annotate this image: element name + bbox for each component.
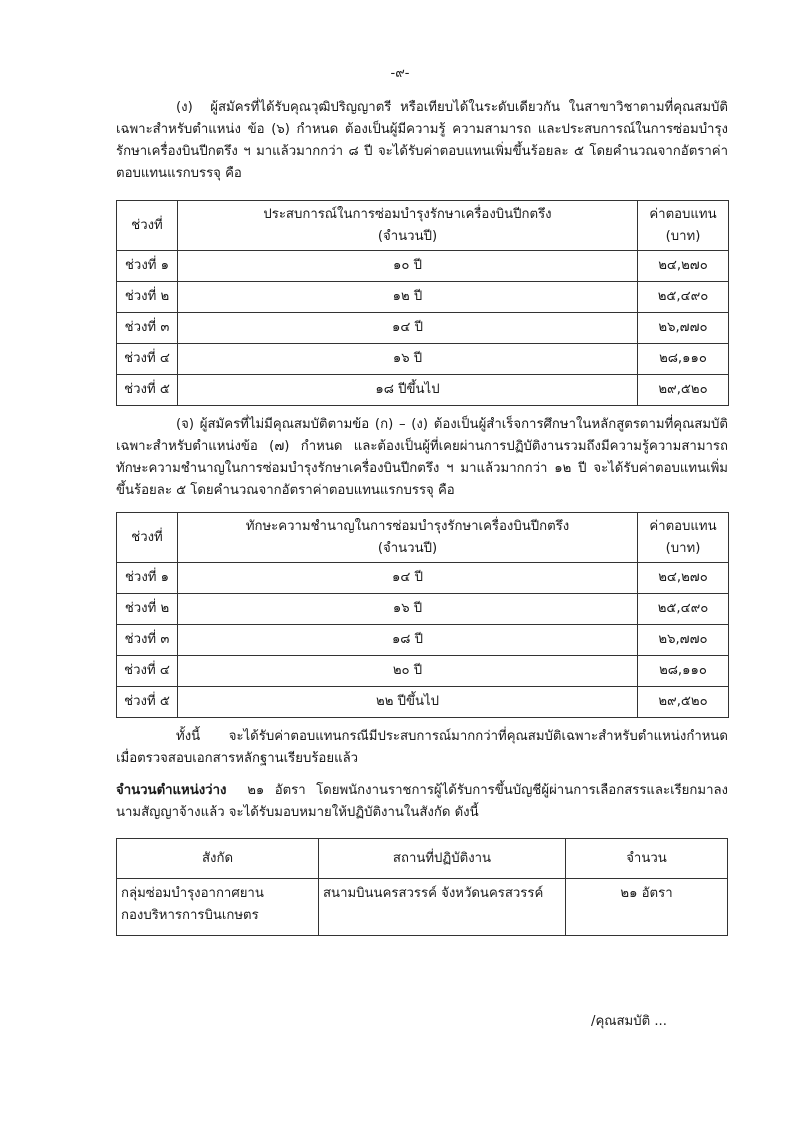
cell-years: ๒๐ ปี bbox=[178, 656, 638, 687]
cell-pay: ๒๕,๔๙๐ bbox=[638, 282, 729, 313]
table-row bbox=[117, 687, 729, 718]
header-period: ช่วงที่ bbox=[117, 201, 178, 251]
cell-pay: ๒๖,๗๗๐ bbox=[638, 625, 729, 656]
cell-period: ช่วงที่ ๒ bbox=[117, 594, 178, 625]
section-d-label: (ง) bbox=[176, 100, 193, 115]
section-d-text: ผู้สมัครที่ได้รับคุณวุฒิปริญญาตรี หรือเทียบได้ในระดับเดียวกัน ในสาขาวิชาตามที่คุณสมบัติเฉพาะสำหรับตำแหน่ง ข้อ (๖) กำหนด ต้องเป็นผู้มีความรู้ ความสามารถ และประสบการณ์ในการซ่อมบำรุงรักษาเครื่องบินปีกตรึง ฯ มาแล้วมากกว่า ๘ ปี จะได้รับค่าตอบแทนเพิ่มขึ้นร้อยละ ๕ โดยคำนวณจากอัตราค่าตอบแทนแรกบรรจุ คือ bbox=[116, 100, 728, 181]
cell-pay: ๒๔,๒๗๐ bbox=[638, 563, 729, 594]
cell-pay: ๒๖,๗๗๐ bbox=[638, 313, 729, 344]
cell-period: ช่วงที่ ๑ bbox=[117, 251, 178, 282]
assignment-table bbox=[116, 838, 728, 936]
experience-pay-table bbox=[116, 200, 729, 406]
table-row bbox=[117, 251, 729, 282]
table-row bbox=[117, 594, 729, 625]
table-row bbox=[117, 563, 729, 594]
cell-location: สนามบินนครสวรรค์ จังหวัดนครสวรรค์ bbox=[319, 879, 566, 936]
cell-pay: ๒๙,๕๒๐ bbox=[638, 687, 729, 718]
table-header-row bbox=[117, 513, 729, 563]
cell-pay: ๒๔,๒๗๐ bbox=[638, 251, 729, 282]
cell-pay: ๒๘,๑๑๐ bbox=[638, 656, 729, 687]
cell-unit: กลุ่มซ่อมบำรุงอากาศยาน กองบริหารการบินเกษตร bbox=[117, 879, 319, 936]
table-header-row bbox=[117, 201, 729, 251]
cell-period: ช่วงที่ ๔ bbox=[117, 344, 178, 375]
vacancy-text: โดยพนักงานราชการผู้ได้รับการขึ้นบัญชีผู้ผ่านการเลือกสรรและเรียกมาลงนามสัญญาจ้างแล้ว จะได้รับมอบหมายให้ปฏิบัติงานในสังกัด ดังนี้ bbox=[116, 783, 728, 820]
cell-years: ๑๔ ปี bbox=[178, 313, 638, 344]
table-row bbox=[117, 375, 729, 406]
cell-pay: ๒๕,๔๙๐ bbox=[638, 594, 729, 625]
cell-years: ๑๘ ปีขึ้นไป bbox=[178, 375, 638, 406]
header-location: สถานที่ปฏิบัติงาน bbox=[319, 839, 566, 879]
cell-period: ช่วงที่ ๒ bbox=[117, 282, 178, 313]
header-experience: ประสบการณ์ในการซ่อมบำรุงรักษาเครื่องบินปีกตรึง (จำนวนปี) bbox=[178, 201, 638, 251]
table-row bbox=[117, 313, 729, 344]
cell-period: ช่วงที่ ๑ bbox=[117, 563, 178, 594]
note-paragraph bbox=[116, 726, 728, 770]
section-e-label: (จ) bbox=[176, 417, 195, 432]
cell-amount: ๒๑ อัตรา bbox=[566, 879, 728, 936]
table-header-row bbox=[117, 839, 728, 879]
header-pay: ค่าตอบแทน (บาท) bbox=[638, 513, 729, 563]
cell-pay: ๒๙,๕๒๐ bbox=[638, 375, 729, 406]
header-skill: ทักษะความชำนาญในการซ่อมบำรุงรักษาเครื่องบินปีกตรึง (จำนวนปี) bbox=[178, 513, 638, 563]
header-amount: จำนวน bbox=[566, 839, 728, 879]
table-row bbox=[117, 344, 729, 375]
cell-period: ช่วงที่ ๕ bbox=[117, 375, 178, 406]
section-d-paragraph bbox=[116, 97, 728, 185]
cell-years: ๒๒ ปีขึ้นไป bbox=[178, 687, 638, 718]
cell-years: ๑๘ ปี bbox=[178, 625, 638, 656]
cell-period: ช่วงที่ ๕ bbox=[117, 687, 178, 718]
section-e-text: ผู้สมัครที่ไม่มีคุณสมบัติตามข้อ (ก) – (ง) ต้องเป็นผู้สำเร็จการศึกษาในหลักสูตรตามที่คุณสมบัติเฉพาะสำหรับตำแหน่งข้อ (๗) กำหนด และต้องเป็นผู้ที่เคยผ่านการปฏิบัติงานรวมถึงมีความรู้ความสามารถ ทักษะความชำนาญในการซ่อมบำรุงรักษาเครื่องบินปีกตรึง ฯ มาแล้วมากกว่า ๑๒ ปี จะได้รับค่าตอบแทนเพิ่มขึ้นร้อยละ ๕ โดยคำนวณจากอัตราค่าตอบแทนแรกบรรจุ คือ bbox=[116, 417, 728, 498]
cell-years: ๑๒ ปี bbox=[178, 282, 638, 313]
note-text: ทั้งนี้ จะได้รับค่าตอบแทนกรณีมีประสบการณ์มากกว่าที่คุณสมบัติเฉพาะสำหรับตำแหน่งกำหนด เมื่อตรวจสอบเอกสารหลักฐานเรียบร้อยแล้ว bbox=[116, 729, 728, 766]
section-e-paragraph bbox=[116, 414, 728, 502]
page-number: -๙- bbox=[390, 66, 410, 81]
cell-years: ๑๖ ปี bbox=[178, 594, 638, 625]
cell-period: ช่วงที่ ๓ bbox=[117, 625, 178, 656]
header-pay: ค่าตอบแทน (บาท) bbox=[638, 201, 729, 251]
cell-period: ช่วงที่ ๓ bbox=[117, 313, 178, 344]
continuation-text: /คุณสมบัติ ... bbox=[591, 1014, 667, 1029]
cell-period: ช่วงที่ ๔ bbox=[117, 656, 178, 687]
vacancy-lead: จำนวนตำแหน่งว่าง bbox=[116, 783, 227, 798]
table-row bbox=[117, 282, 729, 313]
cell-pay: ๒๘,๑๑๐ bbox=[638, 344, 729, 375]
vacancy-count: ๒๑ อัตรา bbox=[247, 783, 306, 798]
header-unit: สังกัด bbox=[117, 839, 319, 879]
table-row bbox=[117, 656, 729, 687]
skill-pay-table bbox=[116, 512, 729, 718]
table-row bbox=[117, 625, 729, 656]
header-period: ช่วงที่ bbox=[117, 513, 178, 563]
cell-years: ๑๔ ปี bbox=[178, 563, 638, 594]
cell-years: ๑๐ ปี bbox=[178, 251, 638, 282]
vacancy-paragraph bbox=[116, 780, 728, 824]
table-row bbox=[117, 879, 728, 936]
cell-years: ๑๖ ปี bbox=[178, 344, 638, 375]
